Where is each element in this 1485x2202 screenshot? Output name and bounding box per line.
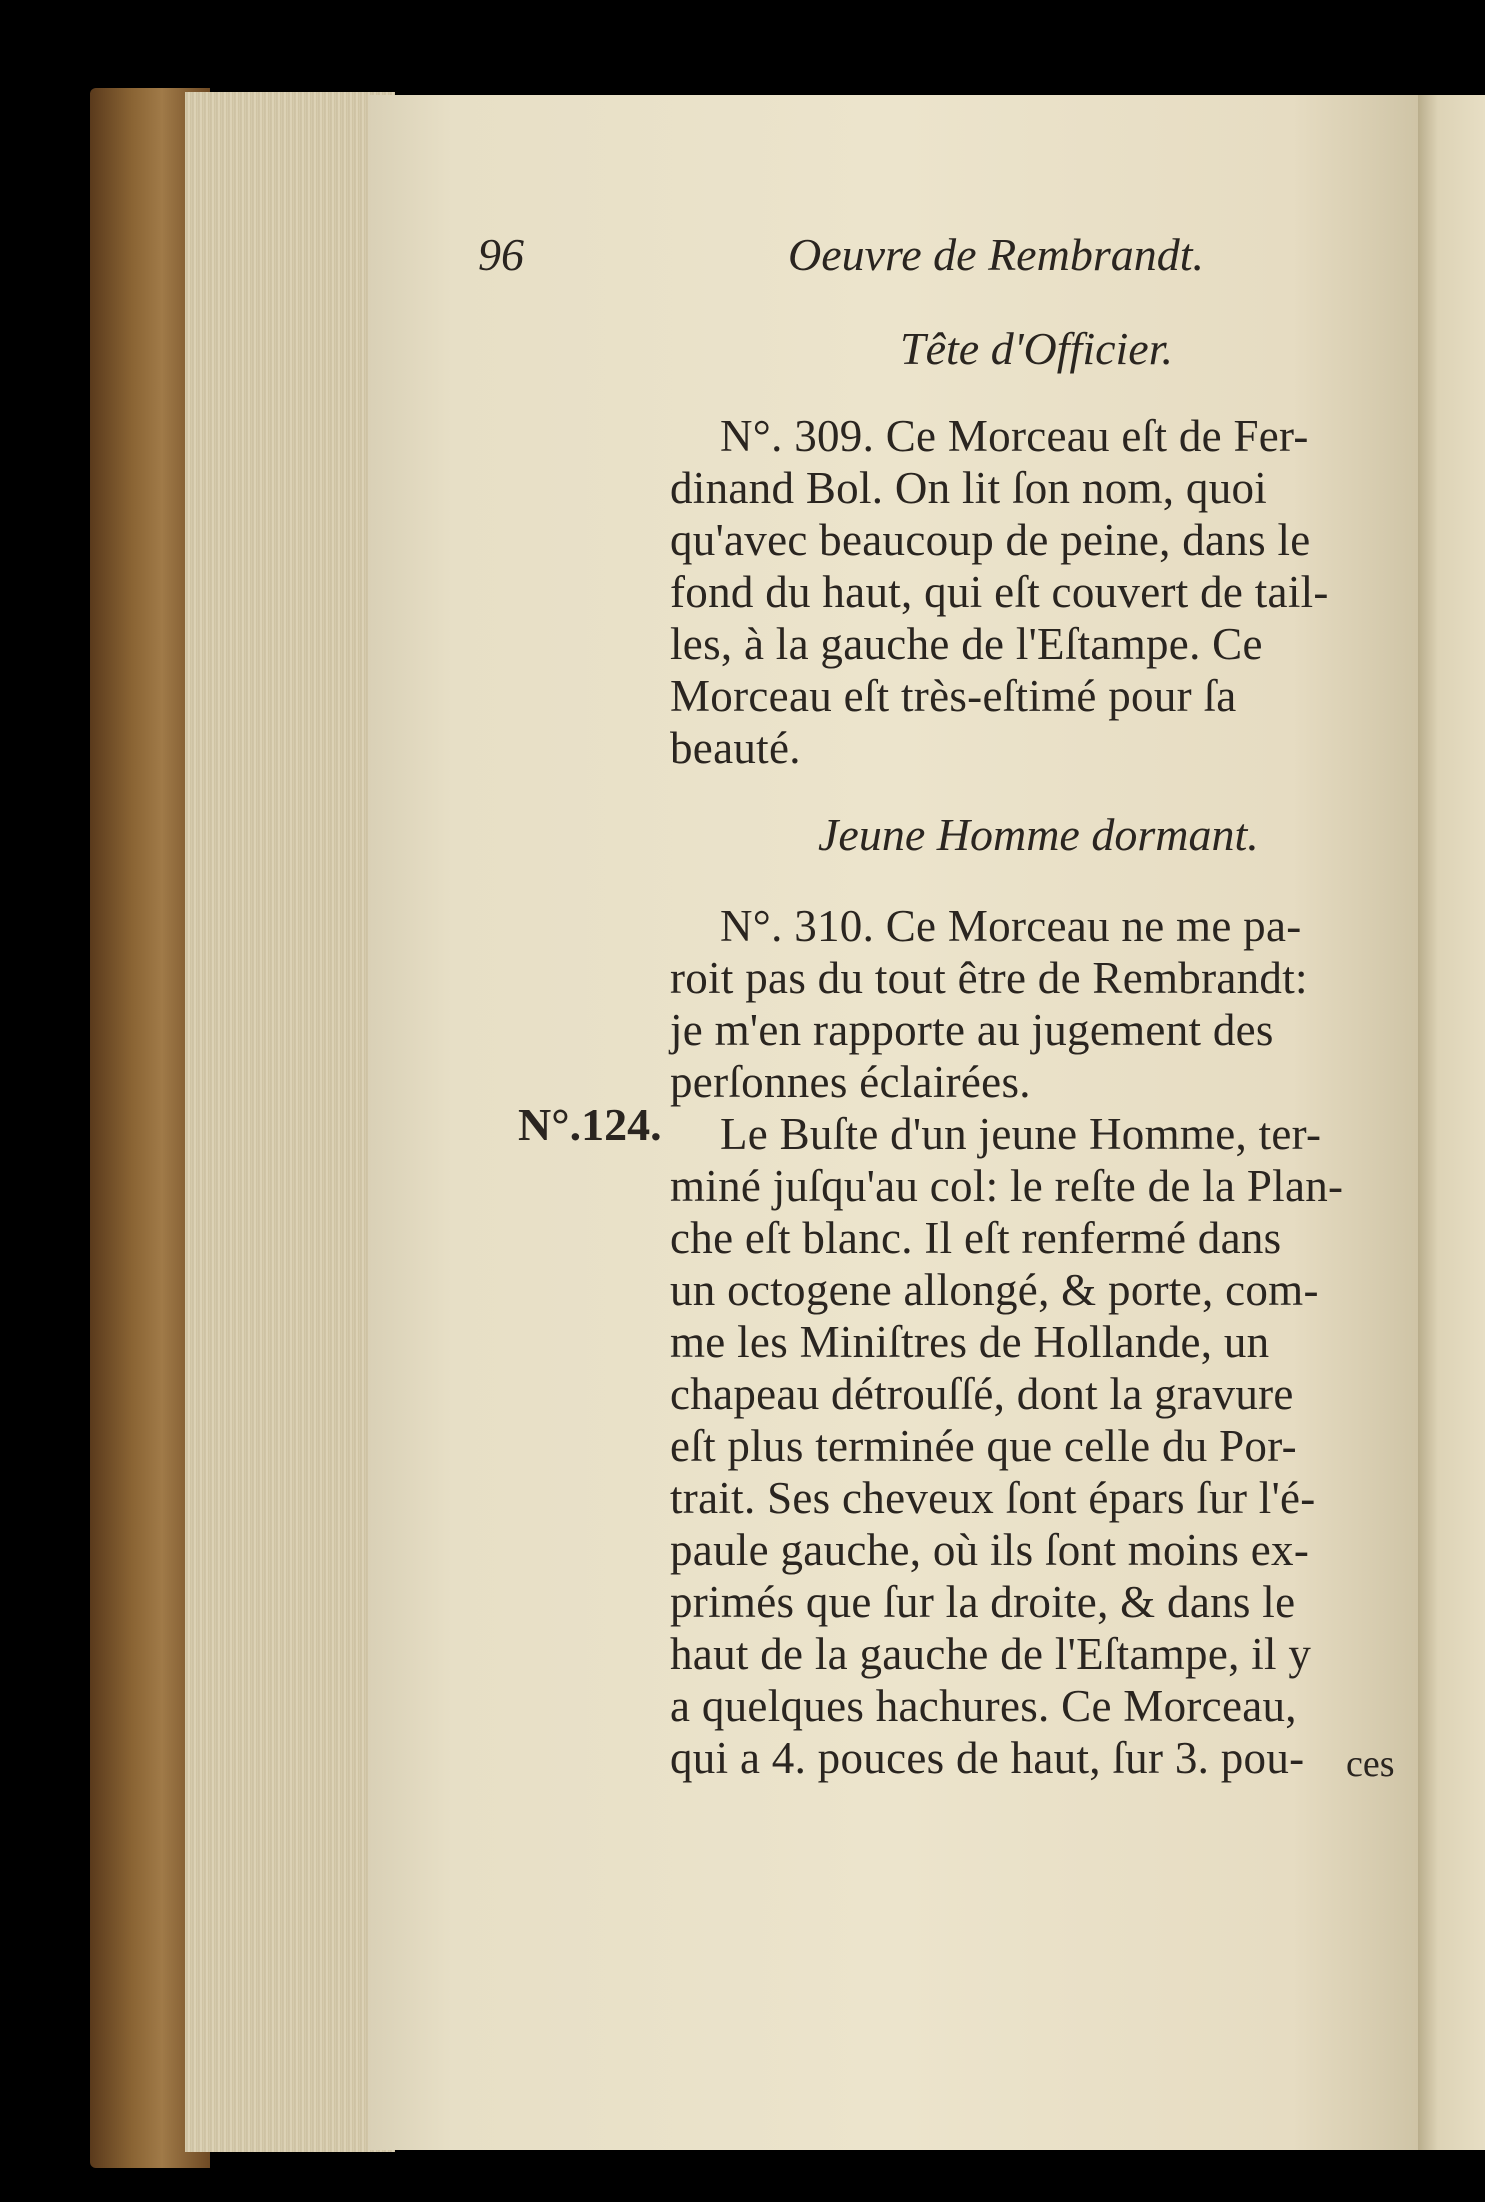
text-line: chapeau détrouſſé, dont la gravure [670, 1369, 1294, 1419]
catchword: ces [1346, 1743, 1395, 1785]
text-line: je m'en rapporte au jugement des [670, 1005, 1274, 1055]
text-line: che eſt blanc. Il eſt renfermé dans [670, 1213, 1282, 1263]
page-edges [185, 92, 395, 2152]
text-line: paule gauche, où ils ſont moins ex- [670, 1525, 1310, 1575]
text-line: dinand Bol. On lit ſon nom, quoi [670, 463, 1268, 513]
text-line: N°. 310. Ce Morceau ne me pa- [720, 901, 1302, 951]
text-line: beauté. [670, 723, 801, 773]
section-heading: Jeune Homme dormant. [818, 809, 1259, 860]
text-line: eſt plus terminée que celle du Por- [670, 1421, 1297, 1471]
text-line: N°. 309. Ce Morceau eſt de Fer- [720, 411, 1309, 461]
text-line: miné juſqu'au col: le reſte de la Plan- [670, 1161, 1344, 1211]
facing-page-edge [1418, 95, 1485, 2150]
text-line: qui a 4. pouces de haut, ſur 3. pou- [670, 1733, 1305, 1783]
section-heading: Tête d'Officier. [900, 323, 1174, 374]
text-line: primés que ſur la droite, & dans le [670, 1577, 1296, 1627]
marginal-number: N°.124. [518, 1099, 662, 1150]
text-line: Morceau eſt très-eſtimé pour ſa [670, 671, 1237, 721]
text-line: perſonnes éclairées. [670, 1057, 1031, 1107]
text-line: Le Buſte d'un jeune Homme, ter- [720, 1109, 1322, 1159]
text-line: me les Miniſtres de Hollande, un [670, 1317, 1270, 1367]
text-line: trait. Ses cheveux ſont épars ſur l'é- [670, 1473, 1316, 1523]
running-title: Oeuvre de Rembrandt. [788, 229, 1204, 280]
text-line: les, à la gauche de l'Eſtampe. Ce [670, 619, 1263, 669]
text-line: fond du haut, qui eſt couvert de tail- [670, 567, 1329, 617]
text-line: un octogene allongé, & porte, com- [670, 1265, 1319, 1315]
text-line: qu'avec beaucoup de peine, dans le [670, 515, 1311, 565]
page-number: 96 [478, 229, 524, 280]
text-line: haut de la gauche de l'Eſtampe, il y [670, 1629, 1312, 1679]
text-line: roit pas du tout être de Rembrandt: [670, 953, 1308, 1003]
text-line: a quelques hachures. Ce Morceau, [670, 1681, 1297, 1731]
